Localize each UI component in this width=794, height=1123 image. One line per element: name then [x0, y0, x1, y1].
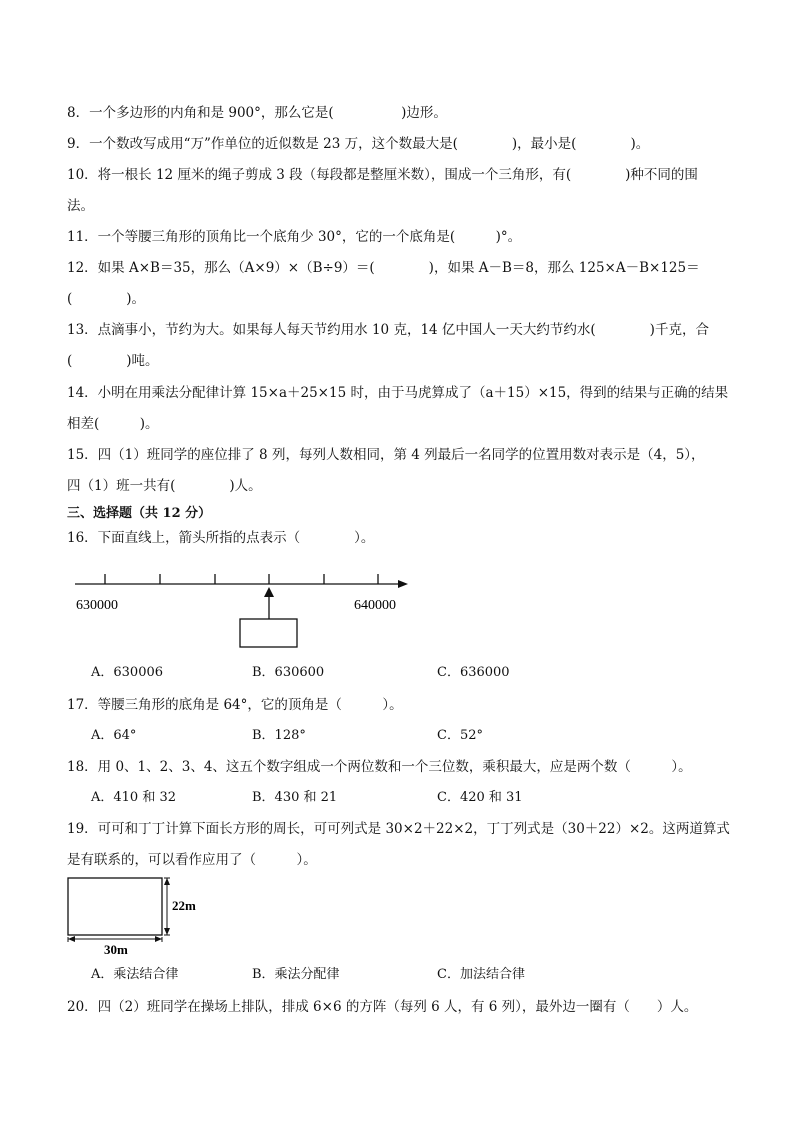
q18-option-a: A．410 和 32	[91, 790, 177, 805]
question-8: 8．一个多边形的内角和是 900°，那么它是( )边形。	[67, 105, 447, 121]
width-arrowhead	[68, 936, 75, 942]
width-arrowhead	[155, 936, 162, 942]
question-18: 18．用 0、1、2、3、4、这五个数字组成一个两位数和一个三位数，乘积最大，应是两个数（ ）。	[67, 759, 692, 775]
question-10-line1: 10．将一根长 12 厘米的绳子剪成 3 段（每段都是整厘米数），围成一个三角形，有( )种不同的围	[67, 167, 698, 183]
height-arrowhead	[164, 928, 170, 935]
q16-option-b: B．630600	[252, 665, 325, 680]
question-15-line2: 四（1）班一共有( )人。	[67, 478, 262, 494]
question-12-line2: ( )。	[67, 291, 146, 307]
q17-option-c: C．52°	[437, 728, 483, 743]
answer-box	[240, 619, 297, 647]
q16-option-a: A．630006	[91, 665, 164, 680]
rectangle-height-label: 22m	[172, 898, 196, 913]
number-line-figure	[70, 568, 415, 653]
question-17: 17．等腰三角形的底角是 64°，它的顶角是（ ）。	[67, 697, 403, 713]
q19-option-b: B．乘法分配律	[252, 967, 340, 982]
q19-option-a: A．乘法结合律	[91, 967, 179, 982]
question-9: 9．一个数改写成用“万”作单位的近似数是 23 万，这个数最大是( )，最小是( )。	[67, 136, 650, 152]
question-15-line1: 15．四（1）班同学的座位排了 8 列，每列人数相同，第 4 列最后一名同学的位置用数对表示是（4，5），	[67, 447, 705, 463]
question-12-line1: 12．如果 A×B＝35，那么（A×9）×（B÷9）＝( )，如果 A－B＝8，那么 125×A－B×125＝	[67, 260, 700, 276]
pointer-arrowhead	[264, 587, 274, 597]
question-16: 16．下面直线上，箭头所指的点表示（ ）。	[67, 530, 375, 546]
question-19-line2: 是有联系的，可以看作应用了（ ）。	[67, 852, 317, 868]
q17-option-b: B．128°	[252, 728, 306, 743]
rectangle-figure	[64, 872, 214, 960]
number-line-right-label: 640000	[354, 598, 396, 613]
question-14-line2: 相差( )。	[67, 416, 159, 432]
q18-option-b: B．430 和 21	[252, 790, 338, 805]
rectangle-width-label: 30m	[104, 942, 128, 957]
question-11: 11．一个等腰三角形的顶角比一个底角少 30°，它的一个底角是( )°。	[67, 229, 522, 245]
q18-option-c: C．420 和 31	[437, 790, 523, 805]
q19-option-c: C．加法结合律	[437, 967, 525, 982]
question-14-line1: 14．小明在用乘法分配律计算 15×a＋25×15 时，由于马虎算成了（a＋15）×15，得到的结果与正确的结果	[67, 385, 729, 401]
question-13-line1: 13．点滴事小，节约为大。如果每人每天节约用水 10 克，14 亿中国人一天大约节约水( )千克，合	[67, 322, 709, 338]
question-13-line2: ( )吨。	[67, 353, 159, 369]
rectangle	[68, 878, 162, 935]
q17-option-a: A．64°	[91, 728, 137, 743]
number-line-arrowhead	[398, 580, 408, 588]
q16-option-c: C．636000	[437, 665, 510, 680]
number-line-left-label: 630000	[76, 598, 118, 613]
question-19-line1: 19．可可和丁丁计算下面长方形的周长，可可列式是 30×2＋22×2，丁丁列式是（30＋22）×2。这两道算式	[67, 821, 730, 837]
section-heading-choice: 三、选择题（共 12 分）	[67, 506, 212, 521]
question-10-line2: 法。	[67, 198, 94, 214]
height-arrowhead	[164, 878, 170, 885]
question-20: 20．四（2）班同学在操场上排队，排成 6×6 的方阵（每列 6 人，有 6 列），最外边一圈有（ ）人。	[67, 999, 698, 1015]
